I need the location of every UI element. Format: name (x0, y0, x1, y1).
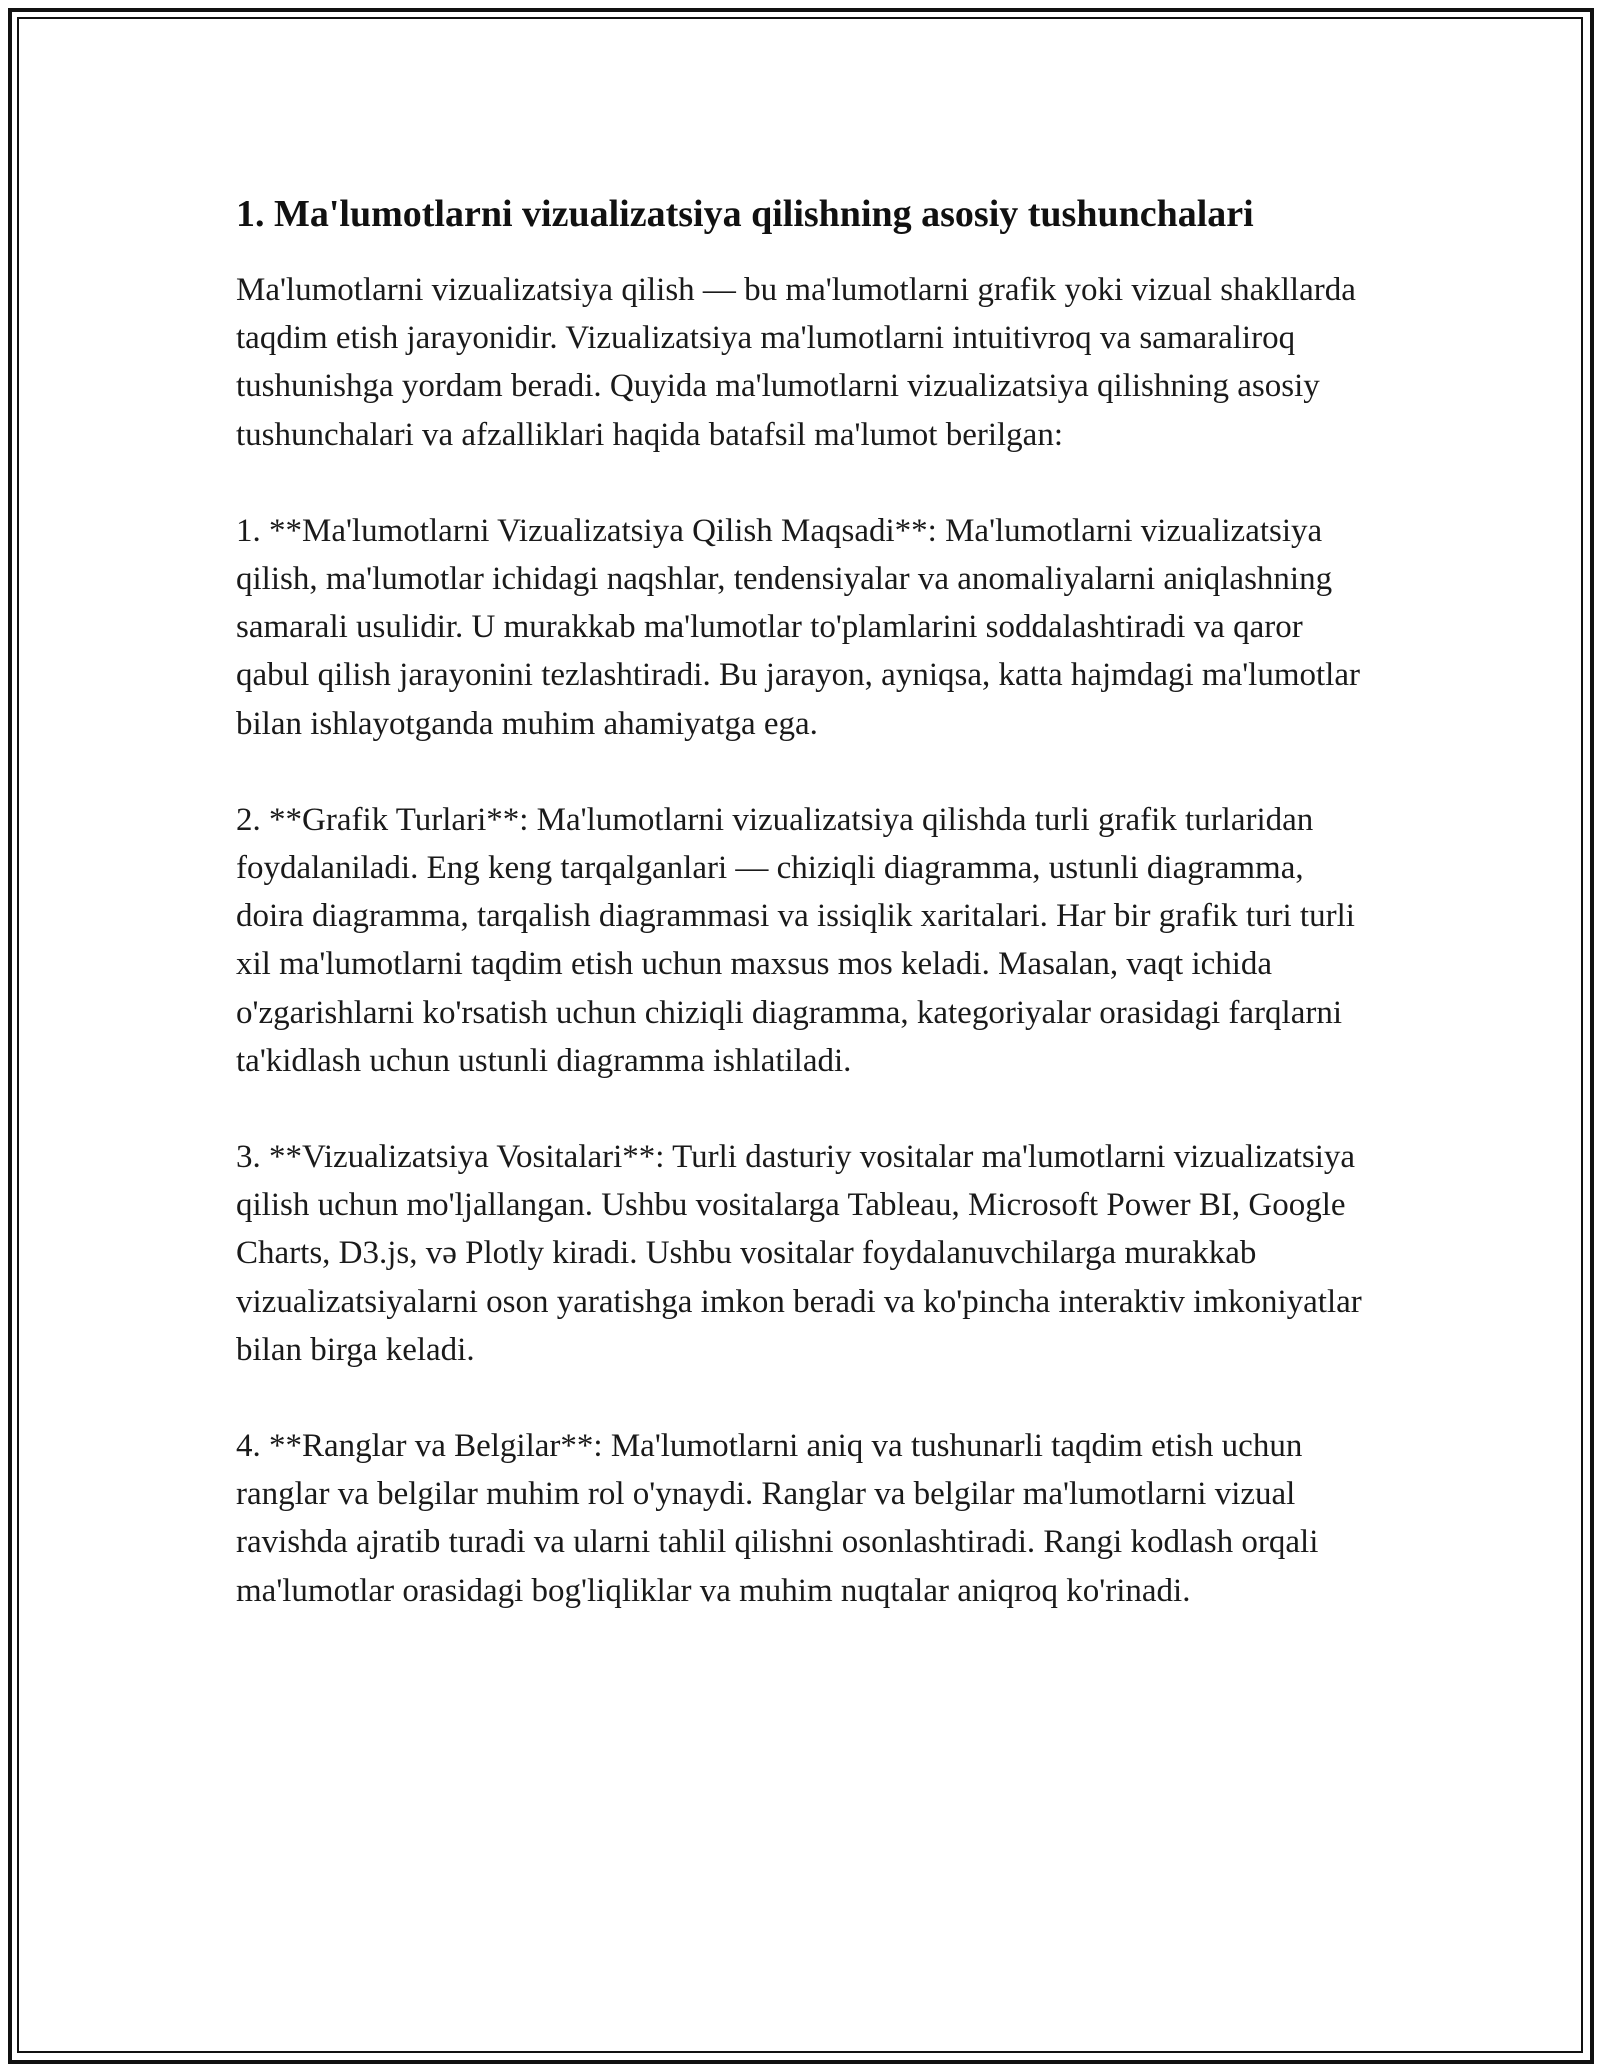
paragraph-purpose: 1. **Ma'lumotlarni Vizualizatsiya Qilish Maqsadi**: Ma'lumotlarni vizualizatsiya qilish, ma'lumotlar ichidagi naqshlar, tendensiyalar va anomaliyalarni aniqlashning samarali usulidir. U murakkab ma'lumotlar to'plamlarini soddalashtiradi va qaror qabul qilish jarayonini tezlashtiradi. Bu jarayon, ayniqsa, katta hajmdagi ma'lumotlar bilan ishlayotganda muhim ahamiyatga ega. (236, 512, 1360, 742)
paragraph-chart-types: 2. **Grafik Turlari**: Ma'lumotlarni vizualizatsiya qilishda turli grafik turlaridan foydalaniladi. Eng keng tarqalganlari — chiziqli diagramma, ustunli diagramma, doira diagramma, tarqalish diagrammasi va issiqlik xaritalari. Har bir grafik turi turli xil ma'lumotlarni taqdim etish uchun maxsus mos keladi. Masalan, vaqt ichida o'zgarishlarni ko'rsatish uchun chiziqli diagramma, kategoriyalar orasidagi farqlarni ta'kidlash uchun ustunli diagramma ishlatiladi. (236, 801, 1355, 1079)
paragraph-colors-symbols: 4. **Ranglar va Belgilar**: Ma'lumotlarni aniq va tushunarli taqdim etish uchun ranglar va belgilar muhim rol o'ynaydi. Ranglar va belgilar ma'lumotlarni vizual ravishda ajratib turadi va ularni tahlil qilishni osonlashtiradi. Rangi kodlash orqali ma'lumotlar orasidagi bog'liqliklar va muhim nuqtalar aniqroq ko'rinadi. (236, 1428, 1319, 1609)
paragraph-tools: 3. **Vizualizatsiya Vositalari**: Turli dasturiy vositalar ma'lumotlarni vizualizatsiya qilish uchun mo'ljallangan. Ushbu vositalarga Tableau, Microsoft Power BI, Google Charts, D3.js, və Plotly kiradi. Ushbu vositalar foydalanuvchilarga murakkab vizualizatsiyalarni oson yaratishga imkon beradi va ko'pincha interaktiv imkoniyatlar bilan birga keladi. (236, 1139, 1362, 1368)
document-title: 1. Ma'lumotlarni vizualizatsiya qilishning asosiy tushunchalari (236, 193, 1254, 235)
document-body (236, 186, 1376, 1663)
intro-paragraph: Ma'lumotlarni vizualizatsiya qilish — bu ma'lumotlarni grafik yoki vizual shakllarda taqdim etish jarayonidir. Vizualizatsiya ma'lumotlarni intuitivroq va samaraliroq tushunishga yordam beradi. Quyida ma'lumotlarni vizualizatsiya qilishning asosiy tushunchalari va afzalliklari haqida batafsil ma'lumot berilgan: (236, 272, 1356, 453)
